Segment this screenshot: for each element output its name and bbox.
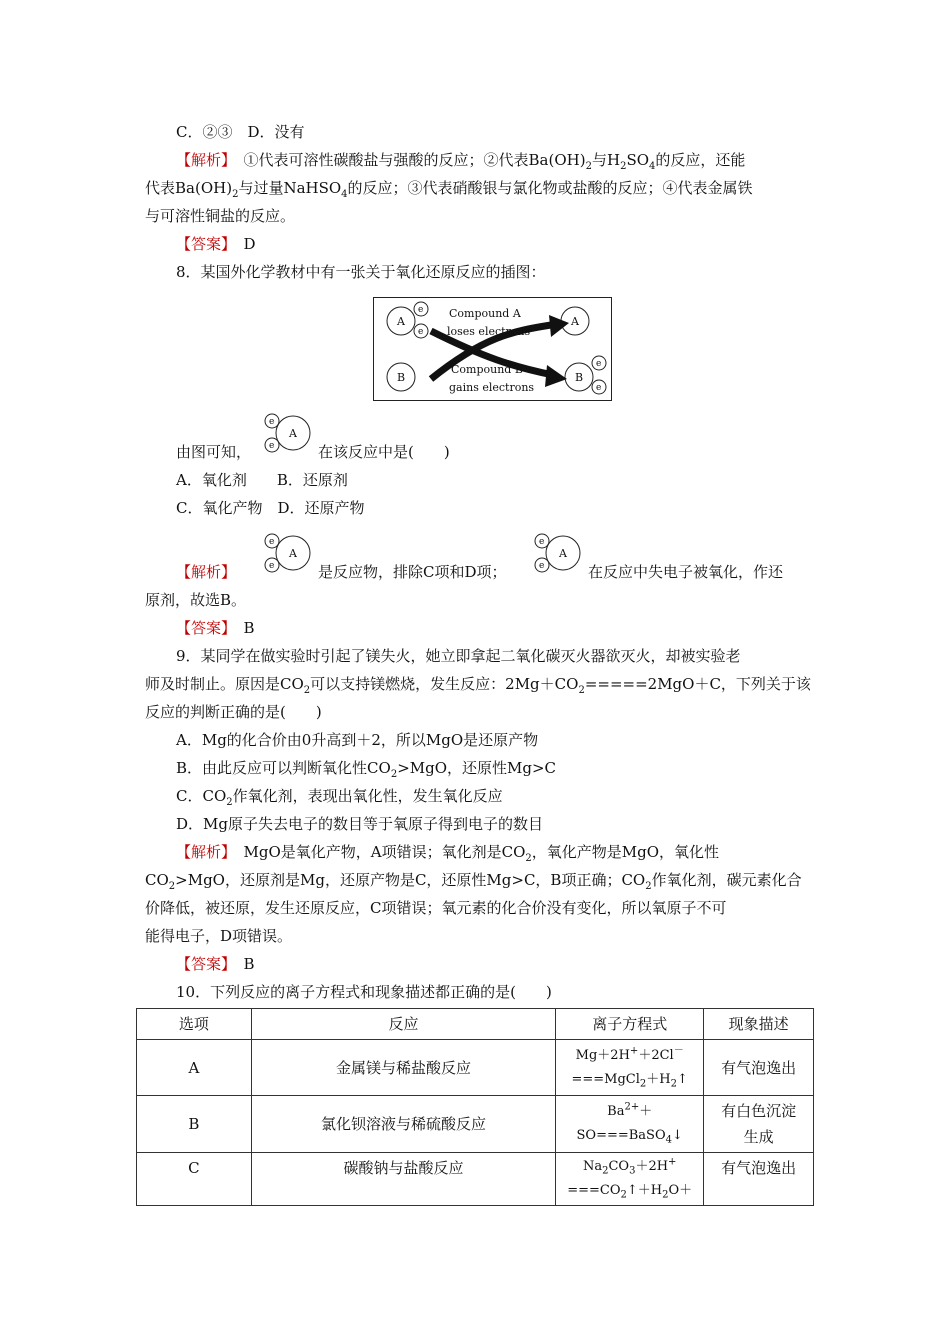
q9-answer: 【答案】 B	[176, 955, 255, 973]
svg-text:A: A	[397, 315, 405, 328]
svg-text:e: e	[418, 305, 424, 315]
q9-option-d: D．Mg原子失去电子的数目等于氧原子得到电子的数目	[176, 815, 543, 833]
table-row: C 碳酸钠与盐酸反应 $Na_2CO_3+2H^+$ $===CO_2↑+H_2O+$ 有气泡逸出	[137, 1153, 814, 1206]
q9-option-b: B．由此反应可以判断氧化性$CO_2>MgO$，还原性Mg>C	[176, 759, 557, 780]
q8-analysis-end: 在反应中失电子被氧化，作还	[588, 563, 784, 581]
header-reaction: 反应	[251, 1009, 555, 1040]
q9-analysis-line3: 价降低，被还原，发生还原反应，C项错误；氧元素的化合价没有变化，所以氧原子不可	[145, 899, 727, 917]
q8-options-ab: A．氧化剂 B．还原剂	[176, 471, 348, 489]
svg-text:A: A	[571, 315, 579, 328]
header-ionic-equation: 离子方程式	[556, 1009, 704, 1040]
header-phenomenon: 现象描述	[704, 1009, 814, 1040]
q9-analysis-line2: $CO_2>MgO$，还原剂是Mg，还原产物是C，还原性Mg>C，B项正确；$CO_2$作氧化剂，碳元素化合	[145, 871, 802, 892]
svg-text:e: e	[539, 537, 545, 547]
q9-stem-line2: 师及时制止。原因是$CO_2$可以支持镁燃烧，发生反应：$2Mg+CO_2=====2MgO+C$，下列关于该	[145, 675, 811, 696]
svg-text:Compound B: Compound B	[451, 363, 523, 376]
q8-stem: 8．某国外化学教材中有一张关于氧化还原反应的插图：	[176, 263, 546, 281]
svg-text:gains electrons: gains electrons	[449, 381, 535, 394]
q9-option-a: A．Mg的化合价由0升高到＋2，所以MgO是还原产物	[176, 731, 539, 749]
atom-a-icon	[262, 410, 314, 456]
q8-options-cd: C．氧化产物 D．还原产物	[176, 499, 365, 517]
svg-text:A: A	[289, 547, 297, 560]
svg-text:e: e	[269, 417, 275, 427]
q7-answer: 【答案】 D	[176, 235, 256, 253]
svg-text:e: e	[596, 359, 602, 369]
svg-text:loses electrons: loses electrons	[447, 325, 531, 338]
q8-analysis-line2: 原剂，故选B。	[145, 591, 247, 609]
q8-analysis-tag: 【解析】	[176, 563, 237, 581]
atom-a-icon	[532, 530, 584, 576]
q8-from-fig: 由图可知，	[176, 443, 252, 461]
svg-text:e: e	[596, 383, 602, 393]
q9-analysis-line4: 能得电子，D项错误。	[145, 927, 293, 945]
svg-text:B: B	[397, 371, 406, 384]
reaction-table	[136, 1008, 814, 1206]
q8-in-reaction: 在该反应中是( )	[318, 443, 450, 461]
svg-text:e: e	[418, 327, 424, 337]
q9-option-c: C．$CO_2$作氧化剂，表现出氧化性，发生氧化反应	[176, 787, 503, 808]
q8-answer: 【答案】 B	[176, 619, 255, 637]
atom-a-icon	[262, 530, 314, 576]
svg-text:e: e	[269, 561, 275, 571]
svg-text:e: e	[539, 561, 545, 571]
svg-text:Compound A: Compound A	[449, 307, 521, 320]
header-option: 选项	[137, 1009, 252, 1040]
q10-stem: 10．下列反应的离子方程式和现象描述都正确的是( )	[176, 983, 552, 1001]
q7-analysis-line1: 【解析】 ①代表可溶性碳酸盐与强酸的反应；②代表$Ba(OH)_2$与$H_2SO_4$的反应，还能	[176, 151, 746, 172]
table-row: A 金属镁与稀盐酸反应 Mg＋2H+＋2Cl－ $===MgCl_2+H_2↑$ 有气泡逸出	[137, 1040, 814, 1096]
svg-text:e: e	[269, 537, 275, 547]
q8-analysis-mid: 是反应物，排除C项和D项；	[318, 563, 507, 581]
svg-text:A: A	[289, 427, 297, 440]
redox-illustration	[373, 297, 613, 401]
q9-stem-line3: 反应的判断正确的是( )	[145, 703, 322, 721]
analysis-tag: 【解析】	[176, 151, 229, 169]
q7-choice-cd: C．②③ D．没有	[176, 123, 305, 141]
svg-text:B: B	[575, 371, 584, 384]
q7-analysis-line3: 与可溶性铜盐的反应。	[145, 207, 296, 225]
q7-analysis-line2: 代表$Ba(OH)_2$与过量NaHSO$_4$的反应；③代表硝酸银与氯化物或盐酸的反应；④代表金属铁	[145, 179, 753, 200]
svg-text:e: e	[269, 441, 275, 451]
table-row: B 氯化钡溶液与稀硫酸反应 $Ba^{2+}+$ SO===BaSO$_4$↓ 有白色沉淀 生成	[137, 1096, 814, 1153]
q9-analysis-line1: 【解析】 MgO是氧化产物，A项错误；氧化剂是$CO_2$，氧化产物是MgO，氧化性	[176, 843, 720, 864]
svg-text:A: A	[559, 547, 567, 560]
table-header-row	[137, 1009, 814, 1040]
q9-stem-line1: 9．某同学在做实验时引起了镁失火，她立即拿起二氧化碳灭火器欲灭火，却被实验老	[176, 647, 741, 665]
